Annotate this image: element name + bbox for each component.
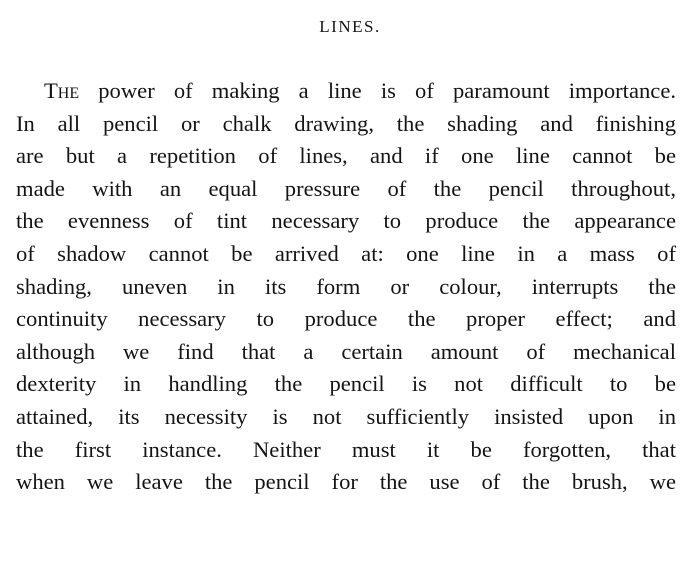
text-line-3: are but a repetition of lines, and if one line cannot be [16, 143, 676, 169]
text-line-5: the evenness of tint necessary to produce the appearance [16, 208, 676, 234]
text-line-12: the first instance. Neither must it be forgotten, that [16, 436, 676, 462]
text-line-1 [16, 75, 676, 108]
text-line-11: attained, its necessity is not sufficiently insisted upon in [16, 403, 676, 429]
lead-word: The [44, 78, 80, 103]
text-line-8: continuity necessary to produce the proper effect; and [16, 306, 676, 332]
body-paragraph [16, 75, 676, 499]
text-line-4: made with an equal pressure of the pencil throughout, [16, 175, 676, 201]
text-line-7: shading, uneven in its form or colour, interrupts the [16, 273, 676, 299]
text-line-6: of shadow cannot be arrived at: one line in a mass of [16, 240, 676, 266]
text-line-13: when we leave the pencil for the use of the brush, we [16, 469, 676, 495]
text-line-10: dexterity in handling the pencil is not difficult to be [16, 371, 676, 397]
text-line-2: In all pencil or chalk drawing, the shading and finishing [16, 110, 676, 136]
page-heading: LINES. [319, 17, 381, 36]
text-line-1-rest: power of making a line is of paramount importance. [79, 78, 676, 103]
text-line-9: although we find that a certain amount of mechanical [16, 338, 676, 364]
